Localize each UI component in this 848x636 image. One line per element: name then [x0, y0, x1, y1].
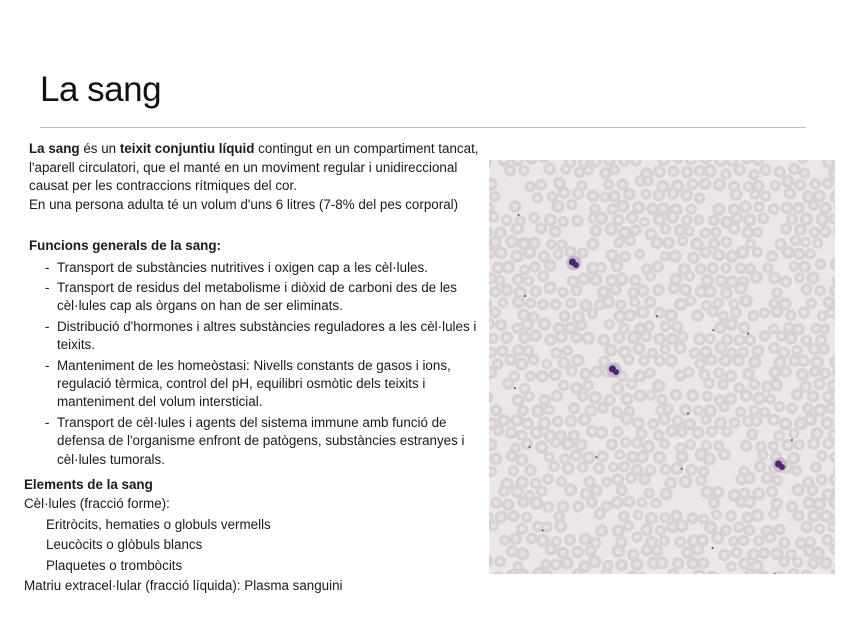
title-divider	[40, 127, 806, 128]
elements-section	[24, 475, 494, 597]
functions-section	[29, 237, 489, 471]
intro-paragraph-2: En una persona adulta té un volum d'uns 6 litres (7-8% del pes corporal)	[29, 196, 459, 212]
list-item	[29, 357, 489, 412]
cell-type-erythrocytes: Eritròcits, hematies o globuls vermells	[46, 516, 271, 532]
blood-smear-micrograph-icon	[489, 160, 835, 574]
list-dash: -	[45, 259, 50, 275]
blood-smear-image	[489, 160, 835, 574]
list-dash: -	[45, 318, 50, 334]
cells-line: Cèl·lules (fracció forme):	[24, 496, 170, 511]
intro-text	[29, 140, 489, 214]
functions-heading: Funcions generals de la sang:	[29, 238, 221, 253]
list-item-text: Transport de residus del metabolisme i diòxid de carboni des de les cèl·lules cap als òrgans on han de ser eliminats.	[57, 280, 457, 314]
elements-heading: Elements de la sang	[24, 477, 153, 492]
list-dash: -	[45, 357, 50, 373]
list-dash: -	[45, 414, 50, 430]
page-title: La sang	[40, 70, 162, 109]
functions-list	[29, 259, 489, 469]
list-item-text: Distribució d'hormones i altres substàncies reguladores a les cèl·lules i teixits.	[57, 318, 477, 353]
list-item	[29, 318, 489, 355]
matrix-line: Matriu extracel·lular (fracció líquida): Plasma sanguini	[24, 578, 343, 594]
list-item-text: Transport de cèl·lules i agents del sistema immune amb funció de defensa de l'organisme enfront de patògens, substàncies estranyes i cèl·lules tumorals.	[57, 414, 465, 467]
list-item	[29, 259, 489, 277]
intro-bold-term: La sang	[29, 141, 80, 156]
intro-text-2: contingut en un compartiment tancat, l'aparell circulatori, que el manté en un moviment regular i unidireccional causat per les contraccions rítmiques del cor.	[29, 141, 479, 194]
list-item-text: Manteniment de les homeòstasi: Nivells constants de gasos i ions, regulació tèrmica, control del pH, equilibri osmòtic dels teixits i manteniment del volum intersticial.	[57, 357, 451, 410]
cell-type-leukocytes: Leucòcits o glòbuls blancs	[46, 537, 203, 553]
cell-type-platelets: Plaquetes o trombòcits	[46, 557, 183, 573]
list-item-text: Transport de substàncies nutritives i oxigen cap a les cèl·lules.	[57, 259, 428, 275]
intro-paragraph-1	[29, 140, 489, 196]
intro-bold-definition: teixit conjuntiu líquid	[119, 141, 255, 156]
list-item	[29, 279, 489, 316]
intro-text-1: és un	[79, 141, 120, 156]
list-dash: -	[45, 280, 50, 295]
list-item	[29, 414, 489, 469]
